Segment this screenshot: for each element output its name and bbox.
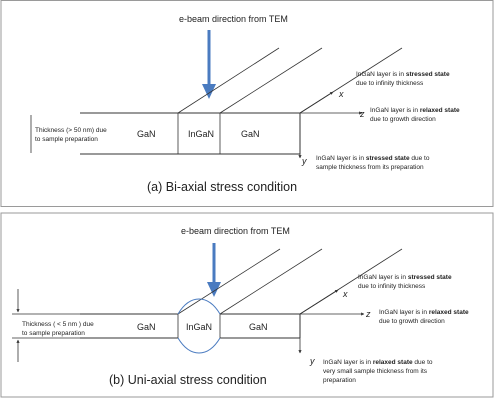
panel-a-axes: [300, 92, 362, 158]
panel-b-axes: [300, 290, 364, 353]
panel-a-beam-label: e-beam direction from TEM: [179, 14, 288, 24]
panel-b-annotation-y-line2: very small sample thickness from its: [323, 368, 428, 375]
panel-a-thickness-line2: to sample preparation: [35, 136, 98, 143]
panel-a: [1, 1, 493, 207]
panel-b-annotation-x-line1: InGaN layer is in stressed state: [358, 274, 452, 281]
panel-a-annotation-y-line2: sample thickness from its preparation: [316, 164, 424, 171]
panel-b-thickness-line2: to sample preparation: [22, 330, 85, 337]
panel-a-annotation-x-line2: due to infinity thickness: [356, 80, 424, 87]
panel-a-border: [1, 1, 493, 207]
panel-b-beam-label: e-beam direction from TEM: [181, 226, 290, 236]
panel-a-beam-arrow: [202, 30, 216, 99]
panel-b-annotation-z-line1: InGaN layer is in relaxed state: [379, 309, 469, 316]
panel-a-thickness-line1: Thickness (> 50 nm) due: [35, 127, 107, 134]
panel-a-annotation-z-line1: InGaN layer is in relaxed state: [370, 107, 460, 114]
panel-b-layer-gan-left: GaN: [137, 322, 156, 332]
panel-b-thickness-line1: Thickness ( < 5 nm ) due: [22, 321, 94, 328]
panel-a-layer-gan-left: GaN: [137, 129, 156, 139]
panel-a-annotation-y-line1: InGaN layer is in stressed state due to: [316, 155, 430, 162]
panel-b-layer-gan-right: GaN: [249, 322, 268, 332]
panel-a-axis-x: x: [339, 89, 344, 99]
panel-b-beam-arrow: [207, 243, 221, 297]
panel-a-annotation-x-line1: InGaN layer is in stressed state: [356, 71, 450, 78]
panel-a-annotation-z-line2: due to growth direction: [370, 116, 436, 123]
panel-b-caption: (b) Uni-axial stress condition: [109, 373, 267, 387]
panel-a-axis-y: y: [302, 156, 307, 166]
panel-a-axis-z: z: [360, 109, 365, 119]
panel-b-annotation-z-line2: due to growth direction: [379, 318, 445, 325]
panel-b-axis-x: x: [343, 289, 348, 299]
panel-b: [1, 213, 493, 397]
panel-b-layer-ingan: InGaN: [186, 322, 213, 332]
panel-a-layer-ingan: InGaN: [188, 129, 215, 139]
panel-b-annotation-x-line2: due to infinity thickness: [358, 283, 426, 290]
panel-b-axis-y: y: [310, 356, 315, 366]
panel-a-caption: (a) Bi-axial stress condition: [147, 180, 298, 194]
panel-a-layer-gan-right: GaN: [241, 129, 260, 139]
panel-b-annotation-y-line1: InGaN layer is in relaxed state due to: [323, 359, 433, 366]
panel-b-axis-z: z: [366, 309, 371, 319]
panel-b-annotation-y-line3: preparation: [323, 377, 356, 384]
